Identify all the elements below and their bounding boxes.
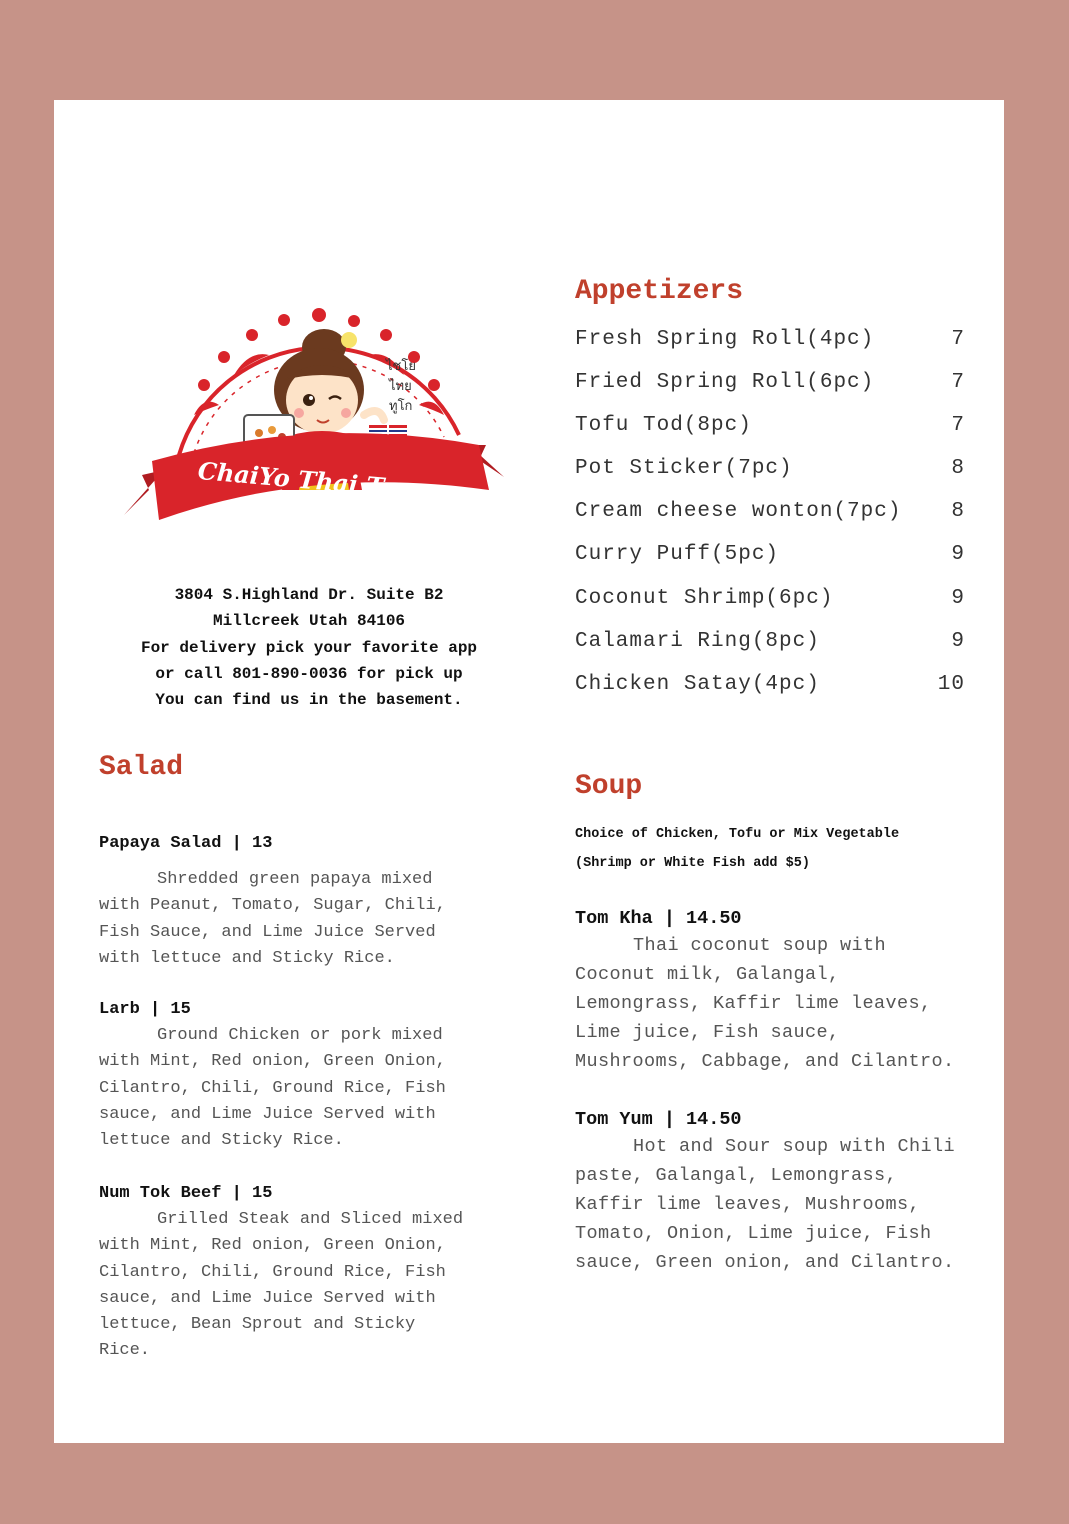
dish-title: Larb | 15 bbox=[99, 1000, 191, 1019]
description-line: Coconut milk, Galangal, bbox=[575, 964, 840, 985]
dish-description bbox=[575, 1132, 1005, 1277]
item-price: 9 bbox=[951, 543, 965, 567]
item-name: Tofu Tod(8pc) bbox=[575, 414, 752, 438]
thai-text-3: ทูโก bbox=[389, 399, 413, 414]
item-name: Chicken Satay(4pc) bbox=[575, 672, 820, 696]
description-line: sauce, and Lime Juice Served with bbox=[99, 1104, 436, 1124]
menu-item bbox=[575, 328, 965, 371]
salad-heading: Salad bbox=[99, 752, 184, 783]
thai-text-2: ไทย bbox=[389, 379, 412, 394]
delivery-note: For delivery pick your favorite app bbox=[140, 638, 478, 657]
appetizers-list bbox=[575, 328, 965, 716]
description-line: sauce, Green onion, and Cilantro. bbox=[575, 1252, 955, 1273]
item-name: Calamari Ring(8pc) bbox=[575, 629, 820, 653]
item-price: 7 bbox=[951, 328, 965, 351]
menu-item bbox=[575, 543, 965, 586]
soup-item-tom-yum bbox=[575, 1109, 1005, 1277]
description-line: paste, Galangal, Lemongrass, bbox=[575, 1165, 898, 1186]
item-name: Fried Spring Roll(6pc) bbox=[575, 371, 875, 395]
logo-graphic bbox=[124, 265, 504, 545]
description-line: sauce, and Lime Juice Served with bbox=[99, 1288, 436, 1308]
item-name: Pot Sticker(7pc) bbox=[575, 457, 793, 481]
dish-description bbox=[575, 931, 1005, 1076]
description-line: Cilantro, Chili, Ground Rice, Fish bbox=[99, 1262, 446, 1282]
item-name: Coconut Shrimp(6pc) bbox=[575, 586, 834, 610]
phone-note: or call 801-890-0036 for pick up bbox=[155, 664, 463, 683]
dish-description bbox=[99, 1023, 519, 1154]
appetizers-heading: Appetizers bbox=[575, 276, 744, 307]
description-line: Shredded green papaya mixed bbox=[157, 870, 433, 889]
item-price: 10 bbox=[937, 672, 965, 696]
soup-heading: Soup bbox=[575, 771, 643, 802]
dish-title: Papaya Salad | 13 bbox=[99, 834, 273, 853]
menu-item bbox=[575, 587, 965, 630]
item-price: 9 bbox=[951, 586, 965, 610]
description-line: Lemongrass, Kaffir lime leaves, bbox=[575, 993, 932, 1014]
address-block bbox=[99, 582, 519, 713]
description-line: with Mint, Red onion, Green Onion, bbox=[99, 1052, 446, 1072]
description-line: Mushrooms, Cabbage, and Cilantro. bbox=[575, 1051, 955, 1072]
dish-description bbox=[99, 867, 519, 972]
item-price: 7 bbox=[951, 371, 965, 395]
dish-title: Num Tok Beef | 15 bbox=[99, 1184, 273, 1203]
salad-item-papaya bbox=[99, 834, 519, 972]
menu-item bbox=[575, 500, 965, 543]
description-line: with Mint, Red onion, Green Onion, bbox=[99, 1236, 446, 1256]
address-line: Millcreek Utah 84106 bbox=[212, 612, 406, 631]
item-name: Fresh Spring Roll(4pc) bbox=[575, 328, 875, 351]
menu-item bbox=[575, 630, 965, 673]
location-note: You can find us in the basement. bbox=[155, 691, 463, 710]
menu-item bbox=[575, 371, 965, 414]
description-line: Grilled Steak and Sliced mixed bbox=[157, 1210, 464, 1229]
description-line: Kaffir lime leaves, Mushrooms, bbox=[575, 1194, 921, 1215]
item-price: 8 bbox=[951, 457, 965, 481]
description-line: with lettuce and Sticky Rice. bbox=[99, 948, 395, 968]
description-line: with Peanut, Tomato, Sugar, Chili, bbox=[99, 896, 446, 916]
description-line: Ground Chicken or pork mixed bbox=[157, 1026, 443, 1045]
item-name: Curry Puff(5pc) bbox=[575, 543, 780, 567]
salad-item-num-tok bbox=[99, 1184, 519, 1365]
description-line: Thai coconut soup with bbox=[633, 935, 887, 956]
brand-logo bbox=[124, 265, 504, 545]
menu-item bbox=[575, 673, 965, 716]
description-line: Fish Sauce, and Lime Juice Served bbox=[99, 922, 436, 942]
choice-line: Choice of Chicken, Tofu or Mix Vegetable bbox=[575, 827, 900, 842]
description-line: Cilantro, Chili, Ground Rice, Fish bbox=[99, 1078, 446, 1098]
dish-title: Tom Yum | 14.50 bbox=[575, 1109, 742, 1130]
item-price: 8 bbox=[951, 500, 965, 524]
description-line: Tomato, Onion, Lime juice, Fish bbox=[575, 1223, 932, 1244]
choice-line: (Shrimp or White Fish add $5) bbox=[575, 856, 810, 871]
thai-text-1: ไชโย bbox=[386, 359, 416, 374]
soup-item-tom-kha bbox=[575, 908, 1005, 1076]
item-price: 7 bbox=[951, 414, 965, 438]
soup-choice-note bbox=[575, 820, 995, 878]
dish-description bbox=[99, 1207, 519, 1365]
description-line: lettuce and Sticky Rice. bbox=[99, 1131, 344, 1151]
salad-item-larb bbox=[99, 1000, 519, 1154]
description-line: Rice. bbox=[99, 1341, 151, 1361]
description-line: Hot and Sour soup with Chili bbox=[633, 1136, 956, 1157]
address-line: 3804 S.Highland Dr. Suite B2 bbox=[174, 586, 444, 604]
item-name: Cream cheese wonton(7pc) bbox=[575, 500, 902, 524]
dish-title: Tom Kha | 14.50 bbox=[575, 908, 742, 929]
menu-item bbox=[575, 414, 965, 457]
menu-item bbox=[575, 457, 965, 500]
brand-name: ChaiYo Thai Togo bbox=[196, 455, 432, 506]
description-line: Lime juice, Fish sauce, bbox=[575, 1022, 840, 1043]
description-line: lettuce, Bean Sprout and Sticky bbox=[99, 1315, 416, 1335]
item-price: 9 bbox=[951, 629, 965, 653]
menu-page bbox=[54, 100, 1004, 1443]
